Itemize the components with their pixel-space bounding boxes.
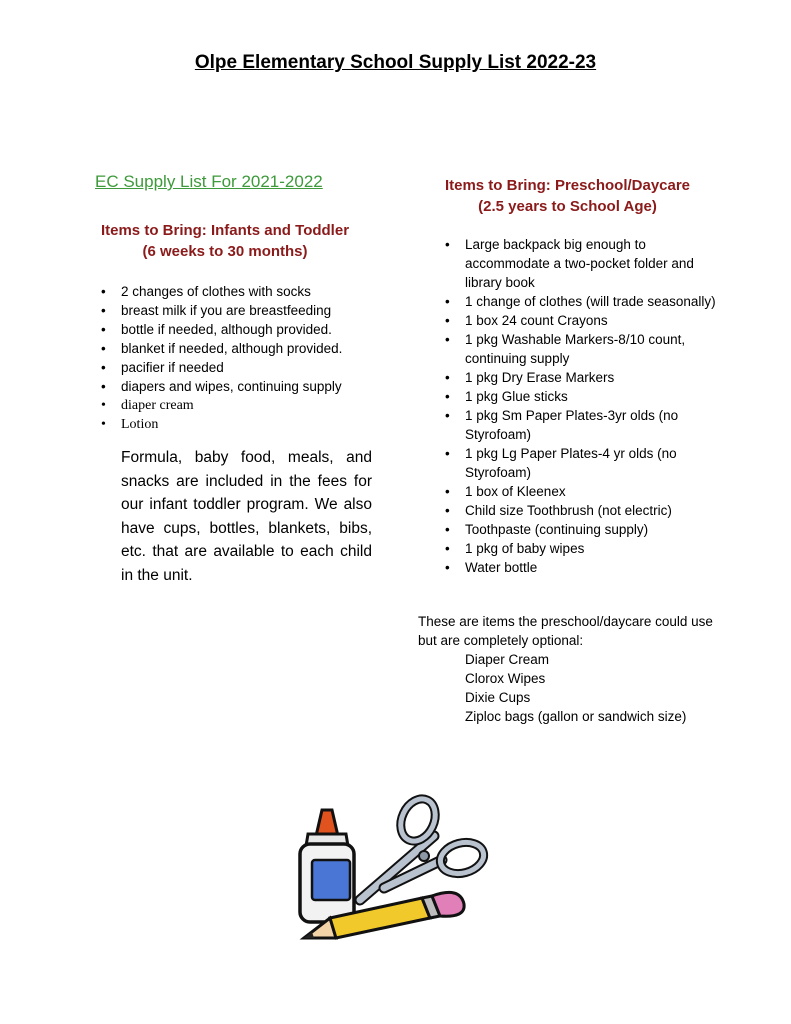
list-item: • 1 pkg of baby wipes [441, 539, 721, 558]
list-item: • 1 pkg Lg Paper Plates-4 yr olds (no Styrofoam) [441, 444, 721, 482]
optional-item: Clorox Wipes [465, 671, 546, 686]
infants-heading-line2: (6 weeks to 30 months) [142, 243, 308, 260]
optional-items-list [465, 650, 725, 726]
optional-items-intro: These are items the preschool/daycare could use but are completely optional: [418, 614, 713, 648]
infants-heading [80, 220, 370, 262]
infants-item-list [97, 282, 387, 434]
list-item: • pacifier if needed [97, 358, 387, 377]
list-item: • 1 change of clothes (will trade seasonally) [441, 292, 721, 311]
page-title: Olpe Elementary School Supply List 2022-23 [194, 52, 597, 73]
school-supplies-clipart [292, 788, 492, 948]
preschool-heading-line1: Items to Bring: Preschool/Daycare [444, 177, 691, 194]
list-item: • 1 pkg Sm Paper Plates-3yr olds (no Styrofoam) [441, 406, 721, 444]
list-item: • 1 pkg Glue sticks [441, 387, 721, 406]
list-item: • Water bottle [441, 558, 721, 577]
optional-item: Ziploc bags (gallon or sandwich size) [465, 709, 687, 724]
list-item: • 2 changes of clothes with socks [97, 282, 387, 301]
preschool-heading-line2: (2.5 years to School Age) [478, 198, 657, 215]
list-item: • Toothpaste (continuing supply) [441, 520, 721, 539]
list-item: • Child size Toothbrush (not electric) [441, 501, 721, 520]
optional-item: Diaper Cream [465, 652, 550, 667]
list-item: • 1 box of Kleenex [441, 482, 721, 501]
list-item: • diaper cream [97, 396, 387, 415]
list-item: • 1 pkg Washable Markers-8/10 count, continuing supply [441, 330, 721, 368]
list-item: • breast milk if you are breastfeeding [97, 301, 387, 320]
list-item: • diapers and wipes, continuing supply [97, 377, 387, 396]
glue-bottle-icon [300, 810, 354, 922]
list-item: • Lotion [97, 415, 387, 434]
scissors-icon [360, 793, 487, 900]
preschool-item-list [441, 235, 721, 577]
list-item: • 1 box 24 count Crayons [441, 311, 721, 330]
list-item: • blanket if needed, although provided. [97, 339, 387, 358]
list-item: • 1 pkg Dry Erase Markers [441, 368, 721, 387]
ec-supply-heading: EC Supply List For 2021-2022 [95, 172, 323, 191]
list-item: • bottle if needed, although provided. [97, 320, 387, 339]
preschool-heading [420, 175, 715, 217]
infant-program-note: Formula, baby food, meals, and snacks are included in the fees for our infant toddler program. We also have cups, bottles, blankets, bibs, etc. that are available to each child in the unit. [121, 449, 372, 584]
infants-heading-line1: Items to Bring: Infants and Toddler [100, 222, 350, 239]
list-item: • Large backpack big enough to accommodate a two-pocket folder and library book [441, 235, 721, 292]
optional-item: Dixie Cups [465, 690, 531, 705]
